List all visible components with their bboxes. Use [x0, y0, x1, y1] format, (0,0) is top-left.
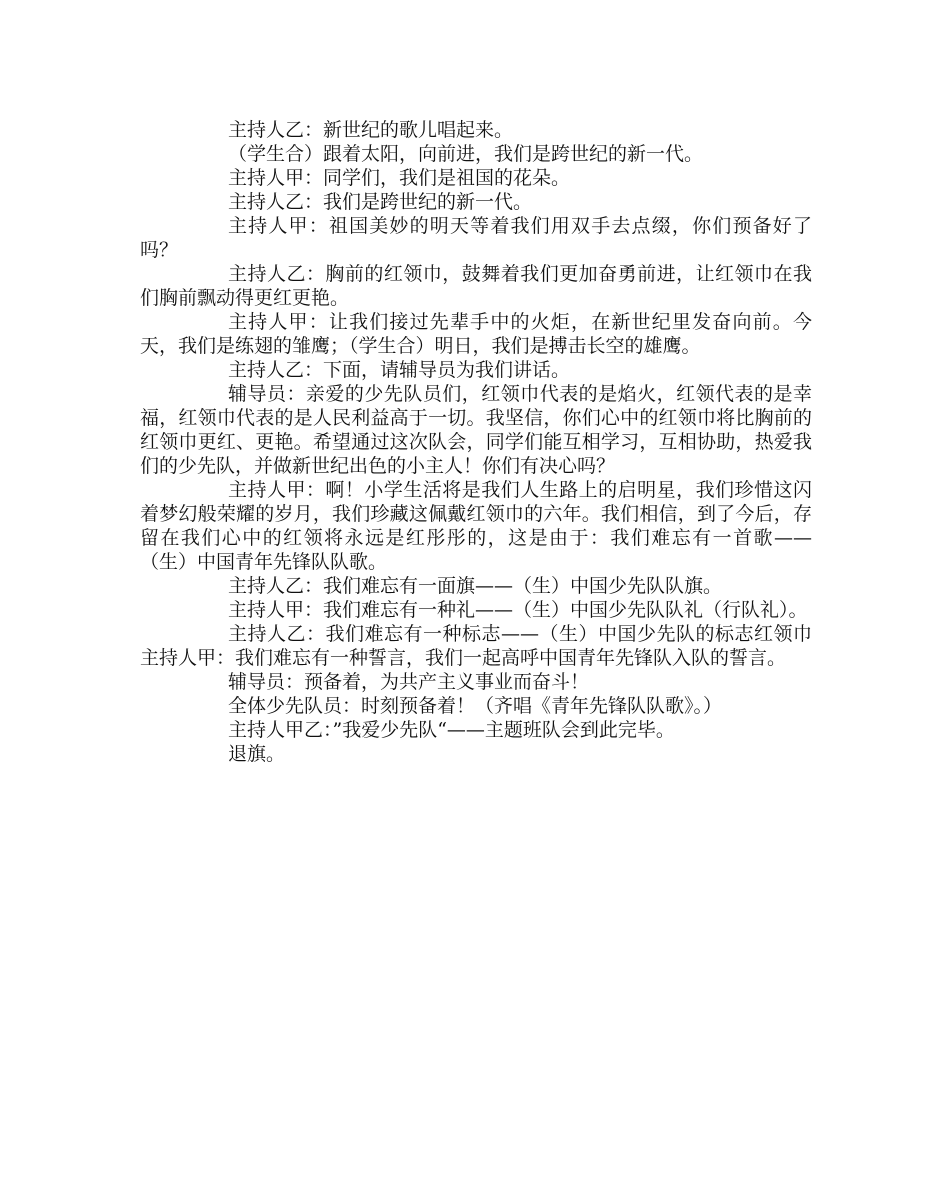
paragraph-8: 主持人乙：下面，请辅导员为我们讲话。 — [228, 359, 571, 381]
paragraph-15: 全体少先队员：时刻预备着！（齐唱《青年先锋队队歌》。） — [228, 695, 723, 717]
paragraph-14: 辅导员：预备着，为共产主义事业而奋斗！ — [228, 671, 590, 693]
paragraph-17: 退旗。 — [228, 743, 286, 765]
paragraph-9: 辅导员：亲爱的少先队员们，红领巾代表的是焰火，红领代表的是幸福，红领巾代表的是人民利益高于一切。我坚信，你们心中的红领巾将比胸前的红领巾更红、更艳。希望通过这次队会，同学们能互相学习，互相协助，热爱我们的少先队，并做新世纪出色的小主人！你们有决心吗？ — [140, 383, 812, 477]
paragraph-4: 主持人乙：我们是跨世纪的新一代。 — [228, 191, 533, 213]
paragraph-7: 主持人甲：让我们接过先辈手中的火炬，在新世纪里发奋向前。今天，我们是练翅的雏鹰；（学生合）明日，我们是搏击长空的雄鹰。 — [140, 311, 812, 357]
paragraph-5: 主持人甲：祖国美妙的明天等着我们用双手去点缀，你们预备好了吗？ — [140, 215, 812, 261]
paragraph-3: 主持人甲：同学们，我们是祖国的花朵。 — [228, 167, 571, 189]
paragraph-13: 主持人乙：我们难忘有一种标志——（生）中国少先队的标志红领巾主持人甲：我们难忘有一种誓言，我们一起高呼中国青年先锋队入队的誓言。 — [140, 623, 812, 669]
paragraph-12: 主持人甲：我们难忘有一种礼——（生）中国少先队队礼（行队礼）。 — [228, 599, 808, 621]
document-body — [140, 118, 812, 766]
paragraph-6: 主持人乙：胸前的红领巾，鼓舞着我们更加奋勇前进，让红领巾在我们胸前飘动得更红更艳。 — [140, 263, 812, 309]
paragraph-10: 主持人甲：啊！小学生活将是我们人生路上的启明星，我们珍惜这闪着梦幻般荣耀的岁月，我们珍藏这佩戴红领巾的六年。我们相信，到了今后，存留在我们心中的红领将永远是红彤彤的，这是由于：我们难忘有一首歌——（生）中国青年先锋队队歌。 — [140, 479, 812, 573]
paragraph-16: 主持人甲乙：”我爱少先队“——主题班队会到此完毕。 — [228, 719, 675, 741]
paragraph-11: 主持人乙：我们难忘有一面旗——（生）中国少先队队旗。 — [228, 575, 723, 597]
paragraph-2: （学生合）跟着太阳，向前进，我们是跨世纪的新一代。 — [228, 143, 704, 165]
paragraph-1: 主持人乙：新世纪的歌儿唱起来。 — [228, 119, 514, 141]
